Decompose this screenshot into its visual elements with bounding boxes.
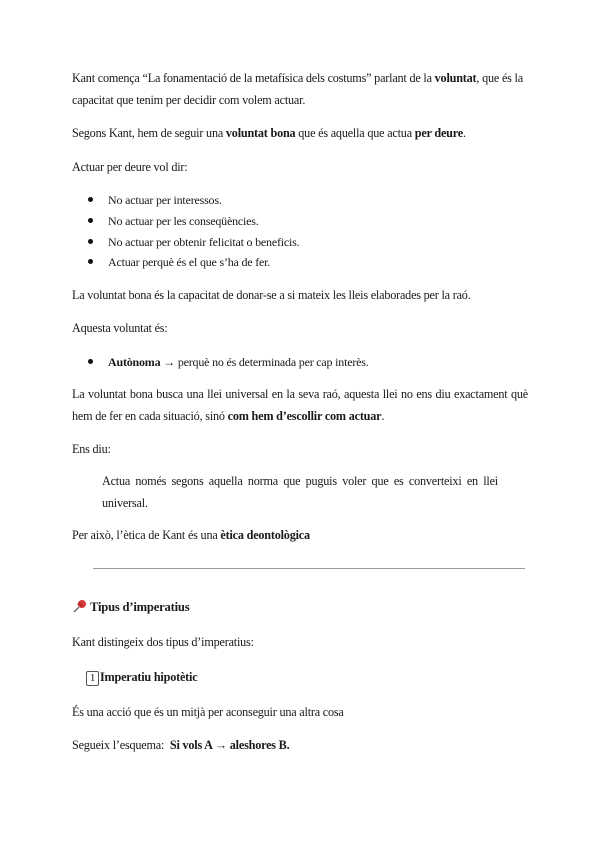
duty-bold: per deure bbox=[414, 126, 463, 140]
scheme-paragraph bbox=[72, 734, 528, 756]
this-will-paragraph: Aquesta voluntat és: bbox=[72, 321, 168, 335]
means-paragraph: És una acció que és un mitjà per aconseguir una altra cosa bbox=[72, 705, 344, 719]
horizontal-divider bbox=[93, 568, 525, 569]
scheme-text: Segueix l’esquema: bbox=[72, 738, 170, 752]
subheading-hypothetical bbox=[86, 666, 542, 688]
section-title: Tipus d’imperatius bbox=[90, 600, 190, 614]
intro-paragraph bbox=[72, 67, 528, 111]
tells-us-paragraph: Ens diu: bbox=[72, 442, 111, 456]
categorical-quote: Actua només segons aquella norma que puguis voler que es converteixi en llei universal. bbox=[102, 474, 498, 510]
kant-says-paragraph bbox=[72, 122, 528, 144]
distinguishes-paragraph: Kant distingeix dos tipus d’imperatius: bbox=[72, 635, 254, 649]
list-item-text bbox=[108, 352, 369, 372]
duty-intro: Actuar per deure vol dir: bbox=[72, 160, 188, 174]
list-item-text: No actuar per interessos. bbox=[108, 193, 222, 207]
hypothetical-title: Imperatiu hipotètic bbox=[100, 670, 198, 684]
bullet-icon bbox=[88, 197, 93, 202]
how-to-choose-bold: com hem d’escollir com actuar bbox=[227, 409, 382, 423]
kant-says-text: Segons Kant, hem de seguir una bbox=[72, 126, 226, 140]
autonomy-text: perquè no és determinada per cap interès. bbox=[175, 355, 369, 369]
intro-bold: voluntat bbox=[434, 71, 477, 85]
kant-says-text-end: . bbox=[462, 126, 466, 140]
ethics-paragraph bbox=[72, 524, 528, 546]
section-heading bbox=[72, 596, 528, 618]
universal-text: La voluntat bona busca una llei universal en la seva raó, aquesta llei no ens diu exactament què hem de fer en cada situació, sinó bbox=[72, 387, 528, 423]
bullet-icon bbox=[88, 259, 93, 264]
intro-text-end: , que és la capacitat que tenim per decidir com volem actuar. bbox=[72, 71, 523, 107]
list-item-text: Actuar perquè és el que s’ha de fer. bbox=[108, 255, 271, 269]
deontological-bold: ètica deontològica bbox=[220, 528, 310, 542]
bullet-icon bbox=[88, 359, 93, 364]
universal-text-end: . bbox=[381, 409, 385, 423]
bullet-icon bbox=[88, 239, 93, 244]
scheme-bold: Si vols A → aleshores B. bbox=[169, 738, 290, 752]
right-arrow-icon: → bbox=[163, 355, 176, 369]
good-will-bold: voluntat bona bbox=[225, 126, 296, 140]
autonomy-bold: Autònoma bbox=[108, 355, 161, 369]
bullet-icon bbox=[88, 218, 93, 223]
kant-says-text-mid: que és aquella que actua bbox=[295, 126, 415, 140]
good-will-paragraph: La voluntat bona és la capacitat de donar-se a si mateix les lleis elaborades per la raó. bbox=[72, 288, 471, 302]
list-item-text: No actuar per les conseqüències. bbox=[108, 214, 259, 228]
number-one-icon: 1 bbox=[86, 671, 99, 686]
ethics-text: Per això, l’ètica de Kant és una bbox=[72, 528, 221, 542]
universal-law-paragraph bbox=[72, 383, 528, 427]
list-item-text: No actuar per obtenir felicitat o beneficis. bbox=[108, 235, 300, 249]
pushpin-icon bbox=[72, 599, 88, 613]
intro-text: Kant comença “La fonamentació de la metafísica dels costums” parlant de la bbox=[72, 71, 435, 85]
